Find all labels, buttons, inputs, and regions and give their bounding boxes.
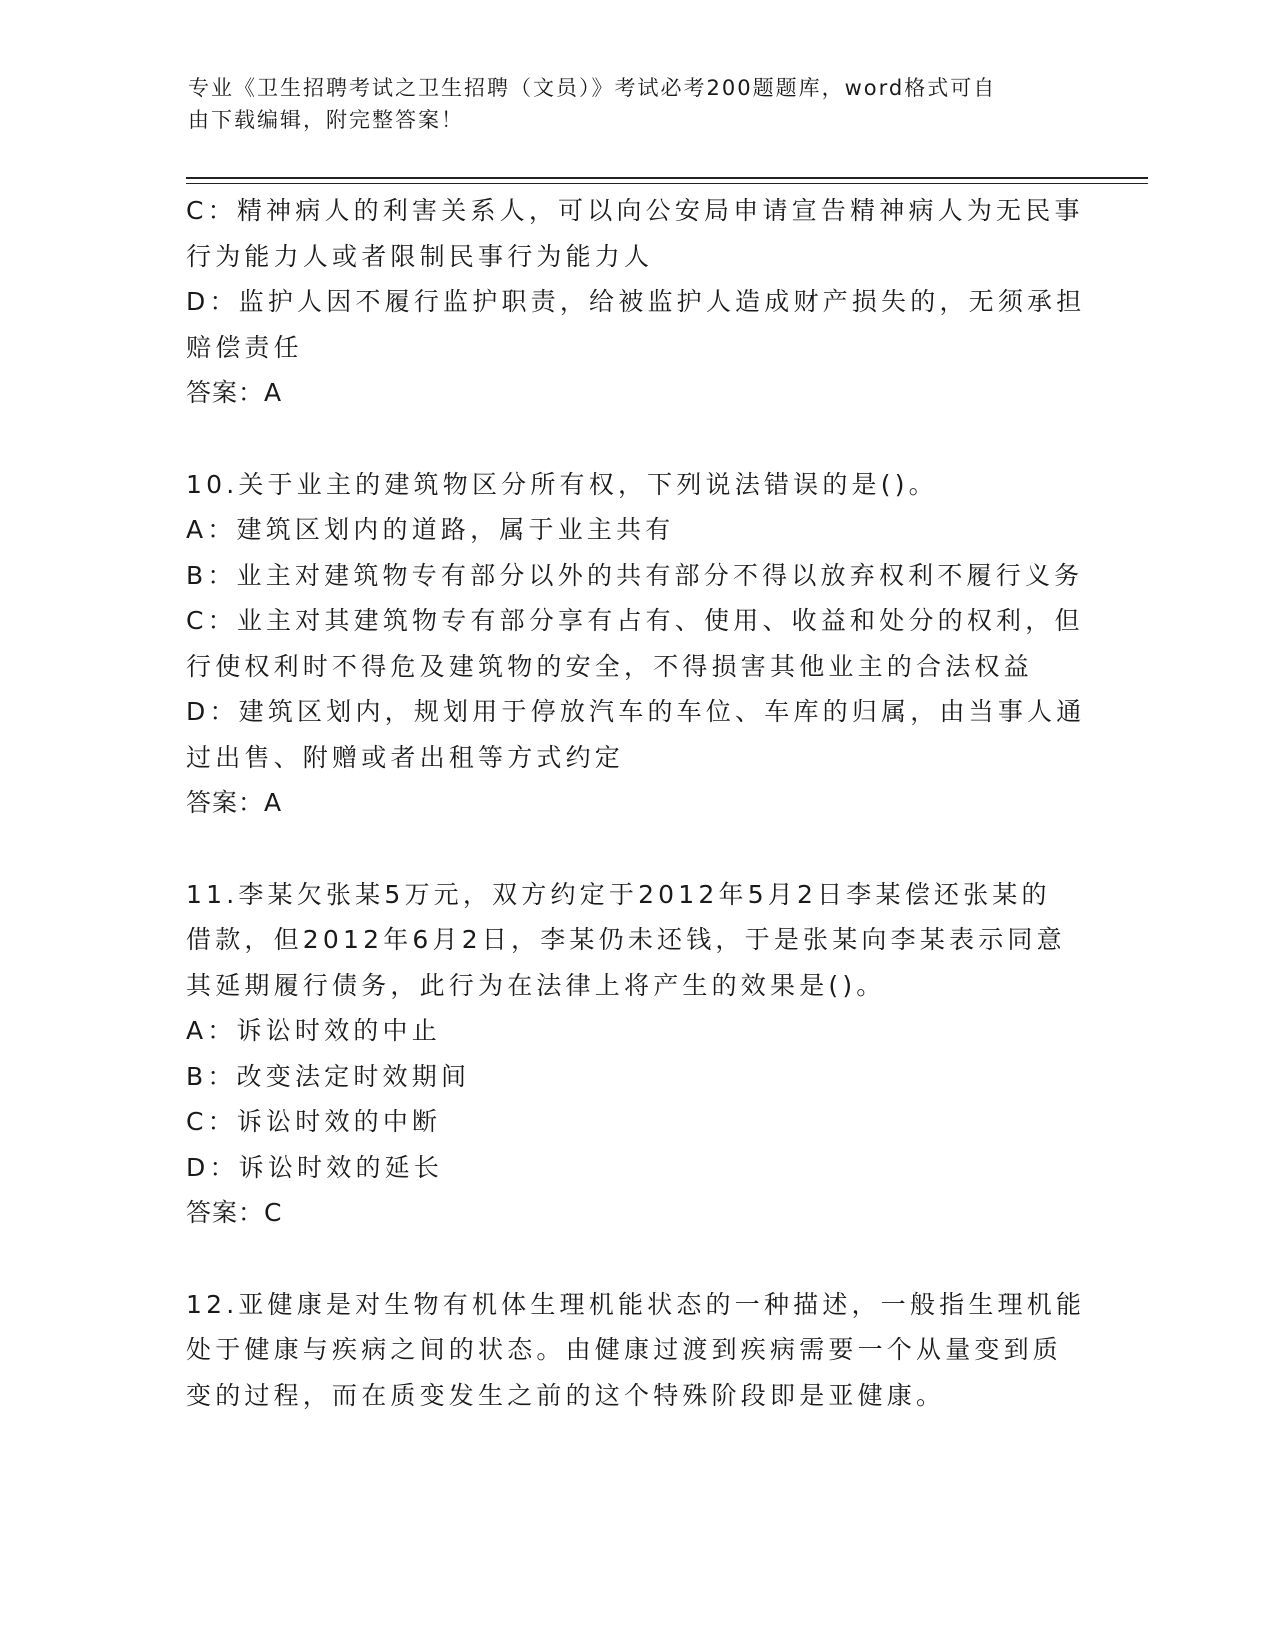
option-c-continued: 行为能力人或者限制民事行为能力人 bbox=[186, 241, 654, 271]
question-10 bbox=[186, 462, 1086, 826]
question-stem-continued: 借款，但2012年6月2日，李某仍未还钱，于是张某向李某表示同意 bbox=[186, 925, 1066, 954]
option-b: B：业主对建筑物专有部分以外的共有部分不得以放弃权利不履行义务 bbox=[186, 560, 1084, 590]
document-header bbox=[188, 72, 1068, 136]
option-c: C：诉讼时效的中断 bbox=[186, 1107, 442, 1136]
option-b: B：改变法定时效期间 bbox=[186, 1061, 471, 1091]
header-title-line-2: 由下载编辑，附完整答案！ bbox=[188, 108, 464, 132]
answer-label: 答案：A bbox=[186, 378, 283, 407]
header-divider-thin bbox=[186, 183, 1148, 184]
question-stem-continued: 其延期履行债务，此行为在法律上将产生的效果是()。 bbox=[186, 970, 886, 1000]
question-stem-continued: 变的过程，而在质变发生之前的这个特殊阶段即是亚健康。 bbox=[186, 1380, 946, 1410]
question-stem: 11.李某欠张某5万元，双方约定于2012年5月2日李某偿还张某的 bbox=[186, 879, 1051, 909]
header-title-line-1: 专业《卫生招聘考试之卫生招聘（文员）》考试必考200题题库，word格式可自 bbox=[188, 76, 997, 100]
option-d: D：建筑区划内，规划用于停放汽车的车位、车库的归属，由当事人通 bbox=[186, 697, 1086, 726]
question-stem: 12.亚健康是对生物有机体生理机能状态的一种描述，一般指生理机能 bbox=[186, 1289, 1086, 1319]
question-12 bbox=[186, 1282, 1086, 1419]
option-c: C：业主对其建筑物专有部分享有占有、使用、收益和处分的权利，但 bbox=[186, 606, 1084, 635]
option-d: D：诉讼时效的延长 bbox=[186, 1152, 444, 1182]
header-divider-thick bbox=[186, 177, 1148, 179]
option-a: A：诉讼时效的中止 bbox=[186, 1016, 441, 1045]
answer-label: 答案：C bbox=[186, 1198, 283, 1227]
option-c-continued: 行使权利时不得危及建筑物的安全，不得损害其他业主的合法权益 bbox=[186, 651, 1033, 681]
option-d: D：监护人因不履行监护职责，给被监护人造成财产损失的，无须承担 bbox=[186, 287, 1086, 316]
question-11 bbox=[186, 872, 1086, 1236]
option-c: C：精神病人的利害关系人，可以向公安局申请宣告精神病人为无民事 bbox=[186, 196, 1084, 225]
question-stem-continued: 处于健康与疾病之间的状态。由健康过渡到疾病需要一个从量变到质 bbox=[186, 1335, 1063, 1364]
option-a: A：建筑区划内的道路，属于业主共有 bbox=[186, 515, 675, 544]
option-d-continued: 过出售、附赠或者出租等方式约定 bbox=[186, 742, 625, 772]
option-d-continued: 赔偿责任 bbox=[186, 332, 303, 362]
answer-label: 答案：A bbox=[186, 788, 283, 817]
question-9-continuation bbox=[186, 188, 1086, 416]
question-stem: 10.关于业主的建筑物区分所有权，下列说法错误的是()。 bbox=[186, 469, 938, 499]
question-list bbox=[186, 188, 1086, 1418]
